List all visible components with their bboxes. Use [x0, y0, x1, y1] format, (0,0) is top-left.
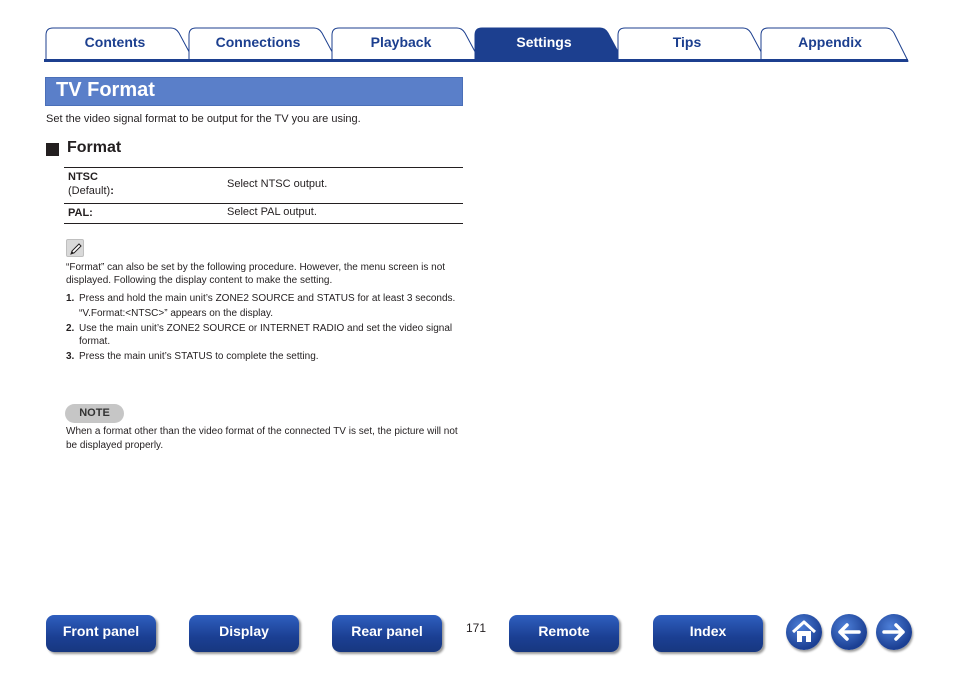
- index-button[interactable]: Index: [653, 615, 763, 652]
- table-value: Select PAL output.: [227, 206, 317, 218]
- forward-button[interactable]: [876, 614, 912, 650]
- display-button[interactable]: Display: [189, 615, 299, 652]
- tab-contents[interactable]: Contents: [84, 34, 146, 50]
- step-text: Press the main unit’s STATUS to complete the setting.: [79, 351, 319, 362]
- step-text: Press and hold the main unit’s ZONE2 SOURCE and STATUS for at least 3 seconds.: [79, 293, 456, 304]
- page-number: 171: [466, 621, 487, 635]
- table-key-note: (Default): [68, 185, 111, 197]
- table-key-suffix: :: [110, 185, 114, 197]
- back-button[interactable]: [831, 614, 867, 650]
- table-value: Select NTSC output.: [227, 178, 328, 190]
- arrow-left-icon: [831, 614, 867, 650]
- memo-text: “Format” can also be set by the following procedure. However, the menu screen is not displayed. Following the display content to make the setting.: [66, 262, 446, 286]
- step-number: 1.: [66, 293, 75, 304]
- pencil-memo-icon: [66, 239, 84, 257]
- tab-settings[interactable]: Settings: [516, 34, 572, 50]
- tab-tips[interactable]: Tips: [672, 34, 702, 50]
- table-key: [68, 206, 93, 220]
- intro-text: Set the video signal format to be output for the TV you are using.: [46, 113, 361, 125]
- table-key: [68, 170, 114, 198]
- note-badge: NOTE: [65, 404, 124, 423]
- rear-panel-button[interactable]: Rear panel: [332, 615, 442, 652]
- list-item: [66, 322, 466, 348]
- square-bullet-icon: [46, 143, 59, 156]
- table-key-name: NTSC: [68, 171, 98, 183]
- page-title: TV Format: [56, 79, 155, 101]
- table-row: [64, 167, 463, 203]
- page-title-bar: [45, 77, 463, 106]
- format-table: [64, 167, 463, 224]
- home-icon: [786, 614, 822, 650]
- step-subtext: “V.Format:<NTSC>” appears on the display.: [79, 308, 273, 319]
- pencil-icon: [69, 242, 83, 256]
- step-number: 2.: [66, 323, 75, 334]
- tab-playback[interactable]: Playback: [370, 34, 432, 50]
- remote-button[interactable]: Remote: [509, 615, 619, 652]
- list-item: [66, 292, 466, 320]
- step-text: Use the main unit’s ZONE2 SOURCE or INTERNET RADIO and set the video signal format.: [79, 323, 453, 347]
- front-panel-button[interactable]: Front panel: [46, 615, 156, 652]
- top-tab-bar: [44, 27, 908, 63]
- table-key-name: PAL:: [68, 207, 93, 219]
- tab-underline: [44, 59, 908, 62]
- list-item: [66, 350, 466, 363]
- step-number: 3.: [66, 351, 75, 362]
- note-text: When a format other than the video format of the connected TV is set, the picture will not be displayed properly.: [66, 426, 458, 451]
- table-row: [64, 203, 463, 224]
- tab-connections[interactable]: Connections: [215, 34, 301, 50]
- home-button[interactable]: [786, 614, 822, 650]
- tab-appendix[interactable]: Appendix: [798, 34, 862, 50]
- arrow-right-icon: [876, 614, 912, 650]
- section-title: Format: [67, 139, 122, 156]
- procedure-steps: [66, 292, 466, 363]
